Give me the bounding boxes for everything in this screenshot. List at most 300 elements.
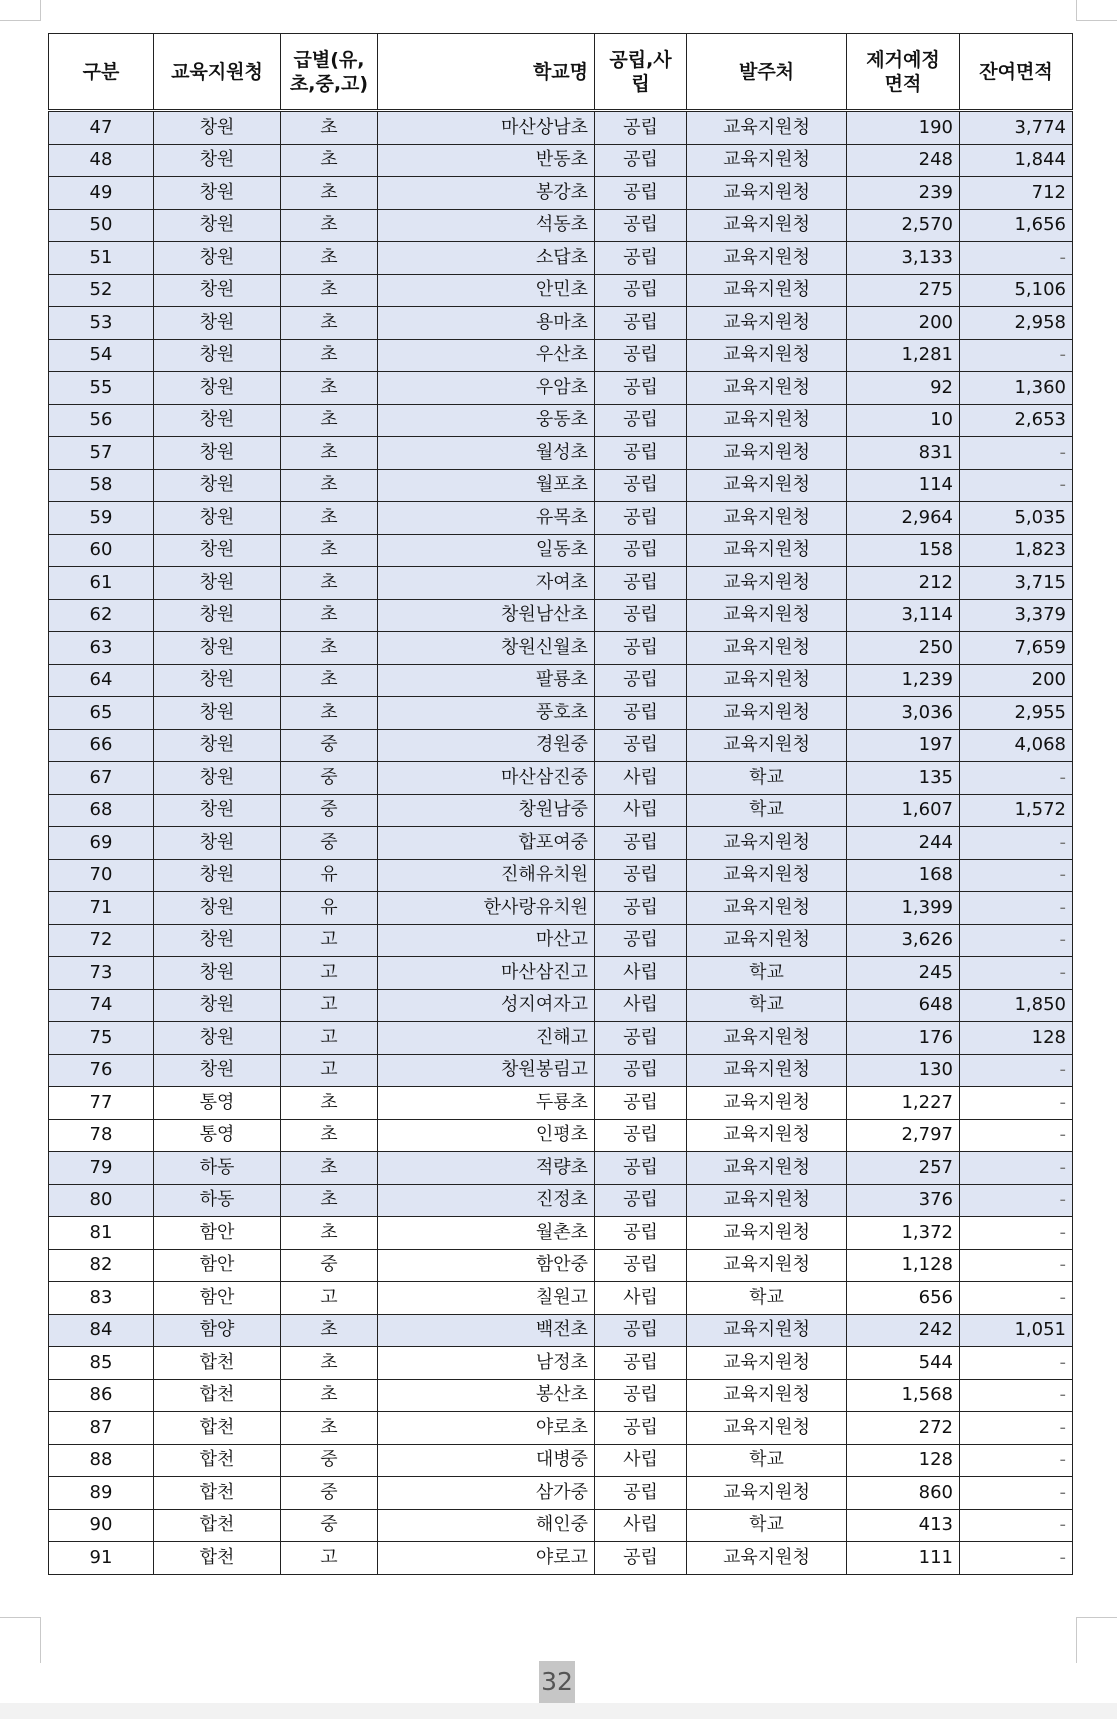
cell-type: 공립	[595, 209, 687, 242]
cell-school: 해인중	[378, 1509, 595, 1542]
cell-remain-area: 200	[960, 664, 1073, 697]
cell-remain-area: -	[960, 437, 1073, 470]
cell-type: 공립	[595, 1119, 687, 1152]
cell-client: 교육지원청	[687, 567, 847, 600]
cell-type: 공립	[595, 1054, 687, 1087]
cell-remove-area: 114	[847, 469, 960, 502]
cell-level: 초	[281, 209, 378, 242]
cell-remain-area: -	[960, 1444, 1073, 1477]
cell-remain-area: 712	[960, 177, 1073, 210]
table-row	[49, 924, 1073, 957]
cell-school: 한사랑유치원	[378, 892, 595, 925]
cell-number: 52	[49, 274, 154, 307]
cell-remain-area: 2,653	[960, 404, 1073, 437]
cell-level: 초	[281, 697, 378, 730]
cell-level: 초	[281, 437, 378, 470]
table-row	[49, 664, 1073, 697]
header-type: 공립,사 립	[595, 34, 687, 111]
cell-office: 함양	[154, 1314, 281, 1347]
cell-remove-area: 176	[847, 1022, 960, 1055]
cell-remove-area: 130	[847, 1054, 960, 1087]
table-row	[49, 1282, 1073, 1315]
cell-remove-area: 1,399	[847, 892, 960, 925]
cell-level: 초	[281, 599, 378, 632]
cell-remove-area: 1,239	[847, 664, 960, 697]
cell-level: 고	[281, 924, 378, 957]
cell-office: 창원	[154, 729, 281, 762]
cell-office: 창원	[154, 372, 281, 405]
table-row	[49, 209, 1073, 242]
cell-type: 공립	[595, 534, 687, 567]
cell-school: 우암초	[378, 372, 595, 405]
cell-number: 69	[49, 827, 154, 860]
cell-remain-area: 2,955	[960, 697, 1073, 730]
cell-office: 창원	[154, 989, 281, 1022]
cell-school: 봉산초	[378, 1379, 595, 1412]
cell-number: 81	[49, 1217, 154, 1250]
cell-remain-area: -	[960, 339, 1073, 372]
cell-remove-area: 197	[847, 729, 960, 762]
cell-client: 교육지원청	[687, 1542, 847, 1575]
cell-number: 72	[49, 924, 154, 957]
cell-level: 고	[281, 957, 378, 990]
table-row	[49, 762, 1073, 795]
cell-school: 두룡초	[378, 1087, 595, 1120]
cell-remove-area: 242	[847, 1314, 960, 1347]
cell-office: 창원	[154, 404, 281, 437]
cell-client: 교육지원청	[687, 827, 847, 860]
cell-remain-area: 1,360	[960, 372, 1073, 405]
cell-number: 50	[49, 209, 154, 242]
cell-number: 56	[49, 404, 154, 437]
crop-mark-bottom-left	[0, 1617, 41, 1663]
header-school: 학교명	[378, 34, 595, 111]
cell-office: 하동	[154, 1184, 281, 1217]
cell-office: 창원	[154, 632, 281, 665]
cell-school: 유목초	[378, 502, 595, 535]
cell-school: 일동초	[378, 534, 595, 567]
cell-school: 진해고	[378, 1022, 595, 1055]
cell-type: 공립	[595, 697, 687, 730]
cell-client: 학교	[687, 794, 847, 827]
cell-remain-area: 1,823	[960, 534, 1073, 567]
cell-client: 교육지원청	[687, 599, 847, 632]
cell-client: 교육지원청	[687, 144, 847, 177]
cell-office: 창원	[154, 697, 281, 730]
table-row	[49, 859, 1073, 892]
cell-level: 초	[281, 1347, 378, 1380]
cell-school: 안민초	[378, 274, 595, 307]
cell-level: 초	[281, 1314, 378, 1347]
cell-type: 공립	[595, 1152, 687, 1185]
cell-client: 교육지원청	[687, 534, 847, 567]
cell-level: 초	[281, 632, 378, 665]
cell-level: 초	[281, 502, 378, 535]
cell-client: 교육지원청	[687, 177, 847, 210]
cell-number: 89	[49, 1477, 154, 1510]
cell-remove-area: 3,626	[847, 924, 960, 957]
cell-remain-area: -	[960, 242, 1073, 275]
cell-client: 교육지원청	[687, 242, 847, 275]
cell-remain-area: 1,844	[960, 144, 1073, 177]
cell-remain-area: -	[960, 1509, 1073, 1542]
cell-remove-area: 2,570	[847, 209, 960, 242]
cell-type: 사립	[595, 957, 687, 990]
cell-level: 초	[281, 1119, 378, 1152]
cell-office: 합천	[154, 1412, 281, 1445]
table-row	[49, 1347, 1073, 1380]
table-row	[49, 1022, 1073, 1055]
cell-office: 창원	[154, 599, 281, 632]
cell-remove-area: 272	[847, 1412, 960, 1445]
cell-client: 교육지원청	[687, 437, 847, 470]
cell-remove-area: 648	[847, 989, 960, 1022]
header-remove-area: 제거예정 면적	[847, 34, 960, 111]
cell-school: 봉강초	[378, 177, 595, 210]
cell-school: 적량초	[378, 1152, 595, 1185]
cell-remain-area: -	[960, 1184, 1073, 1217]
cell-office: 창원	[154, 274, 281, 307]
cell-remove-area: 1,372	[847, 1217, 960, 1250]
cell-office: 통영	[154, 1087, 281, 1120]
cell-number: 53	[49, 307, 154, 340]
cell-type: 사립	[595, 1444, 687, 1477]
cell-client: 교육지원청	[687, 111, 847, 145]
crop-mark-bottom-right	[1076, 1617, 1117, 1663]
cell-office: 창원	[154, 924, 281, 957]
cell-level: 초	[281, 339, 378, 372]
cell-remain-area: 3,774	[960, 111, 1073, 145]
cell-level: 초	[281, 1217, 378, 1250]
cell-number: 49	[49, 177, 154, 210]
cell-office: 창원	[154, 242, 281, 275]
cell-type: 공립	[595, 892, 687, 925]
table-row	[49, 437, 1073, 470]
cell-type: 사립	[595, 1282, 687, 1315]
cell-type: 사립	[595, 989, 687, 1022]
cell-remain-area: -	[960, 1152, 1073, 1185]
cell-remain-area: -	[960, 1087, 1073, 1120]
cell-office: 함안	[154, 1217, 281, 1250]
table-row	[49, 1119, 1073, 1152]
cell-type: 공립	[595, 599, 687, 632]
table-row	[49, 827, 1073, 860]
cell-office: 창원	[154, 664, 281, 697]
cell-type: 사립	[595, 762, 687, 795]
cell-level: 중	[281, 827, 378, 860]
cell-office: 창원	[154, 567, 281, 600]
cell-remain-area: 3,379	[960, 599, 1073, 632]
cell-office: 창원	[154, 111, 281, 145]
table-row	[49, 144, 1073, 177]
table-row	[49, 1412, 1073, 1445]
cell-office: 창원	[154, 794, 281, 827]
cell-level: 초	[281, 307, 378, 340]
cell-client: 교육지원청	[687, 1249, 847, 1282]
cell-number: 83	[49, 1282, 154, 1315]
table-row	[49, 1509, 1073, 1542]
cell-school: 석동초	[378, 209, 595, 242]
cell-office: 창원	[154, 307, 281, 340]
cell-number: 55	[49, 372, 154, 405]
cell-school: 풍호초	[378, 697, 595, 730]
cell-client: 학교	[687, 1509, 847, 1542]
cell-client: 학교	[687, 957, 847, 990]
cell-remain-area: -	[960, 1119, 1073, 1152]
cell-remove-area: 250	[847, 632, 960, 665]
cell-remove-area: 376	[847, 1184, 960, 1217]
cell-client: 교육지원청	[687, 924, 847, 957]
cell-level: 중	[281, 729, 378, 762]
table-row	[49, 1152, 1073, 1185]
cell-office: 창원	[154, 1054, 281, 1087]
cell-remove-area: 190	[847, 111, 960, 145]
cell-number: 70	[49, 859, 154, 892]
cell-remove-area: 168	[847, 859, 960, 892]
cell-office: 합천	[154, 1509, 281, 1542]
cell-remove-area: 92	[847, 372, 960, 405]
table-row	[49, 729, 1073, 762]
cell-type: 공립	[595, 469, 687, 502]
cell-number: 73	[49, 957, 154, 990]
cell-number: 47	[49, 111, 154, 145]
cell-number: 61	[49, 567, 154, 600]
cell-school: 창원남중	[378, 794, 595, 827]
cell-remove-area: 1,281	[847, 339, 960, 372]
cell-remain-area: 5,035	[960, 502, 1073, 535]
cell-level: 중	[281, 1249, 378, 1282]
cell-level: 초	[281, 144, 378, 177]
cell-remain-area: -	[960, 924, 1073, 957]
cell-client: 교육지원청	[687, 1314, 847, 1347]
cell-level: 초	[281, 534, 378, 567]
cell-client: 학교	[687, 989, 847, 1022]
cell-type: 공립	[595, 1087, 687, 1120]
cell-school: 우산초	[378, 339, 595, 372]
cell-level: 초	[281, 567, 378, 600]
cell-level: 중	[281, 762, 378, 795]
cell-number: 87	[49, 1412, 154, 1445]
cell-remain-area: -	[960, 892, 1073, 925]
table-row	[49, 1054, 1073, 1087]
cell-number: 60	[49, 534, 154, 567]
cell-remain-area: 1,051	[960, 1314, 1073, 1347]
cell-client: 교육지원청	[687, 1184, 847, 1217]
cell-client: 교육지원청	[687, 1152, 847, 1185]
cell-number: 63	[49, 632, 154, 665]
header-client: 발주처	[687, 34, 847, 111]
cell-type: 공립	[595, 1542, 687, 1575]
cell-client: 교육지원청	[687, 892, 847, 925]
table-row	[49, 1314, 1073, 1347]
cell-type: 공립	[595, 307, 687, 340]
cell-remain-area: -	[960, 957, 1073, 990]
cell-school: 마산삼진중	[378, 762, 595, 795]
cell-number: 66	[49, 729, 154, 762]
cell-number: 86	[49, 1379, 154, 1412]
cell-type: 사립	[595, 794, 687, 827]
cell-school: 창원봉림고	[378, 1054, 595, 1087]
cell-remove-area: 248	[847, 144, 960, 177]
cell-remove-area: 831	[847, 437, 960, 470]
cell-remove-area: 3,133	[847, 242, 960, 275]
page-number: 32	[539, 1661, 575, 1703]
cell-type: 공립	[595, 274, 687, 307]
cell-remain-area: 1,572	[960, 794, 1073, 827]
cell-level: 초	[281, 1152, 378, 1185]
table-row	[49, 1542, 1073, 1575]
cell-level: 초	[281, 1087, 378, 1120]
cell-type: 공립	[595, 859, 687, 892]
cell-school: 합포여중	[378, 827, 595, 860]
cell-remove-area: 656	[847, 1282, 960, 1315]
cell-school: 창원남산초	[378, 599, 595, 632]
cell-level: 중	[281, 794, 378, 827]
cell-remain-area: 1,850	[960, 989, 1073, 1022]
cell-type: 공립	[595, 924, 687, 957]
cell-remove-area: 200	[847, 307, 960, 340]
cell-type: 공립	[595, 1379, 687, 1412]
table-row	[49, 177, 1073, 210]
cell-client: 교육지원청	[687, 632, 847, 665]
cell-client: 교육지원청	[687, 1119, 847, 1152]
cell-number: 54	[49, 339, 154, 372]
cell-type: 공립	[595, 827, 687, 860]
table-row	[49, 697, 1073, 730]
cell-client: 교육지원청	[687, 1412, 847, 1445]
table-row	[49, 567, 1073, 600]
cell-level: 고	[281, 989, 378, 1022]
cell-level: 초	[281, 177, 378, 210]
cell-office: 창원	[154, 859, 281, 892]
cell-school: 함안중	[378, 1249, 595, 1282]
cell-client: 교육지원청	[687, 274, 847, 307]
cell-client: 교육지원청	[687, 469, 847, 502]
cell-client: 교육지원청	[687, 404, 847, 437]
cell-remove-area: 2,964	[847, 502, 960, 535]
cell-remove-area: 2,797	[847, 1119, 960, 1152]
cell-remove-area: 111	[847, 1542, 960, 1575]
cell-remain-area: -	[960, 1542, 1073, 1575]
cell-type: 공립	[595, 1314, 687, 1347]
cell-office: 창원	[154, 339, 281, 372]
cell-level: 초	[281, 664, 378, 697]
cell-remove-area: 1,607	[847, 794, 960, 827]
cell-type: 공립	[595, 664, 687, 697]
cell-remove-area: 257	[847, 1152, 960, 1185]
cell-school: 백전초	[378, 1314, 595, 1347]
table-row	[49, 632, 1073, 665]
table-row	[49, 989, 1073, 1022]
table-row	[49, 502, 1073, 535]
cell-office: 창원	[154, 827, 281, 860]
cell-client: 교육지원청	[687, 502, 847, 535]
cell-client: 교육지원청	[687, 339, 847, 372]
cell-client: 교육지원청	[687, 697, 847, 730]
cell-school: 용마초	[378, 307, 595, 340]
cell-level: 유	[281, 859, 378, 892]
cell-number: 78	[49, 1119, 154, 1152]
header-level: 급별(유, 초,중,고)	[281, 34, 378, 111]
cell-remain-area: 3,715	[960, 567, 1073, 600]
cell-number: 57	[49, 437, 154, 470]
cell-school: 월포초	[378, 469, 595, 502]
cell-level: 초	[281, 1379, 378, 1412]
cell-remove-area: 544	[847, 1347, 960, 1380]
table-row	[49, 534, 1073, 567]
cell-number: 90	[49, 1509, 154, 1542]
cell-client: 학교	[687, 1282, 847, 1315]
cell-remove-area: 245	[847, 957, 960, 990]
cell-client: 학교	[687, 1444, 847, 1477]
cell-client: 교육지원청	[687, 1022, 847, 1055]
table-row	[49, 339, 1073, 372]
cell-office: 창원	[154, 437, 281, 470]
cell-client: 교육지원청	[687, 1217, 847, 1250]
table-row	[49, 404, 1073, 437]
cell-office: 함안	[154, 1282, 281, 1315]
cell-school: 창원신월초	[378, 632, 595, 665]
cell-level: 고	[281, 1542, 378, 1575]
cell-type: 공립	[595, 111, 687, 145]
table-row	[49, 599, 1073, 632]
cell-level: 초	[281, 242, 378, 275]
cell-client: 교육지원청	[687, 209, 847, 242]
cell-remove-area: 1,128	[847, 1249, 960, 1282]
table-row	[49, 1249, 1073, 1282]
cell-number: 84	[49, 1314, 154, 1347]
table-row	[49, 1477, 1073, 1510]
cell-number: 74	[49, 989, 154, 1022]
crop-mark-top-left	[0, 0, 41, 21]
cell-remove-area: 135	[847, 762, 960, 795]
table-row	[49, 274, 1073, 307]
cell-number: 67	[49, 762, 154, 795]
cell-remain-area: 5,106	[960, 274, 1073, 307]
cell-number: 58	[49, 469, 154, 502]
table-row	[49, 892, 1073, 925]
cell-school: 경원중	[378, 729, 595, 762]
cell-office: 합천	[154, 1444, 281, 1477]
cell-office: 합천	[154, 1542, 281, 1575]
cell-remain-area: 7,659	[960, 632, 1073, 665]
cell-number: 75	[49, 1022, 154, 1055]
cell-client: 교육지원청	[687, 1087, 847, 1120]
cell-school: 반동초	[378, 144, 595, 177]
cell-school: 남정초	[378, 1347, 595, 1380]
cell-school: 마산상남초	[378, 111, 595, 145]
header-category: 구분	[49, 34, 154, 111]
cell-remain-area: 2,958	[960, 307, 1073, 340]
cell-remain-area: -	[960, 1412, 1073, 1445]
table-row	[49, 307, 1073, 340]
crop-mark-top-right	[1076, 0, 1117, 21]
cell-client: 교육지원청	[687, 859, 847, 892]
cell-office: 창원	[154, 1022, 281, 1055]
cell-school: 성지여자고	[378, 989, 595, 1022]
cell-remove-area: 860	[847, 1477, 960, 1510]
cell-level: 고	[281, 1054, 378, 1087]
cell-office: 창원	[154, 534, 281, 567]
cell-client: 학교	[687, 762, 847, 795]
cell-type: 공립	[595, 1477, 687, 1510]
page-bottom-strip	[0, 1703, 1117, 1719]
cell-remain-area: 128	[960, 1022, 1073, 1055]
cell-type: 공립	[595, 437, 687, 470]
cell-type: 공립	[595, 1184, 687, 1217]
cell-remain-area: -	[960, 469, 1073, 502]
cell-remain-area: -	[960, 1249, 1073, 1282]
